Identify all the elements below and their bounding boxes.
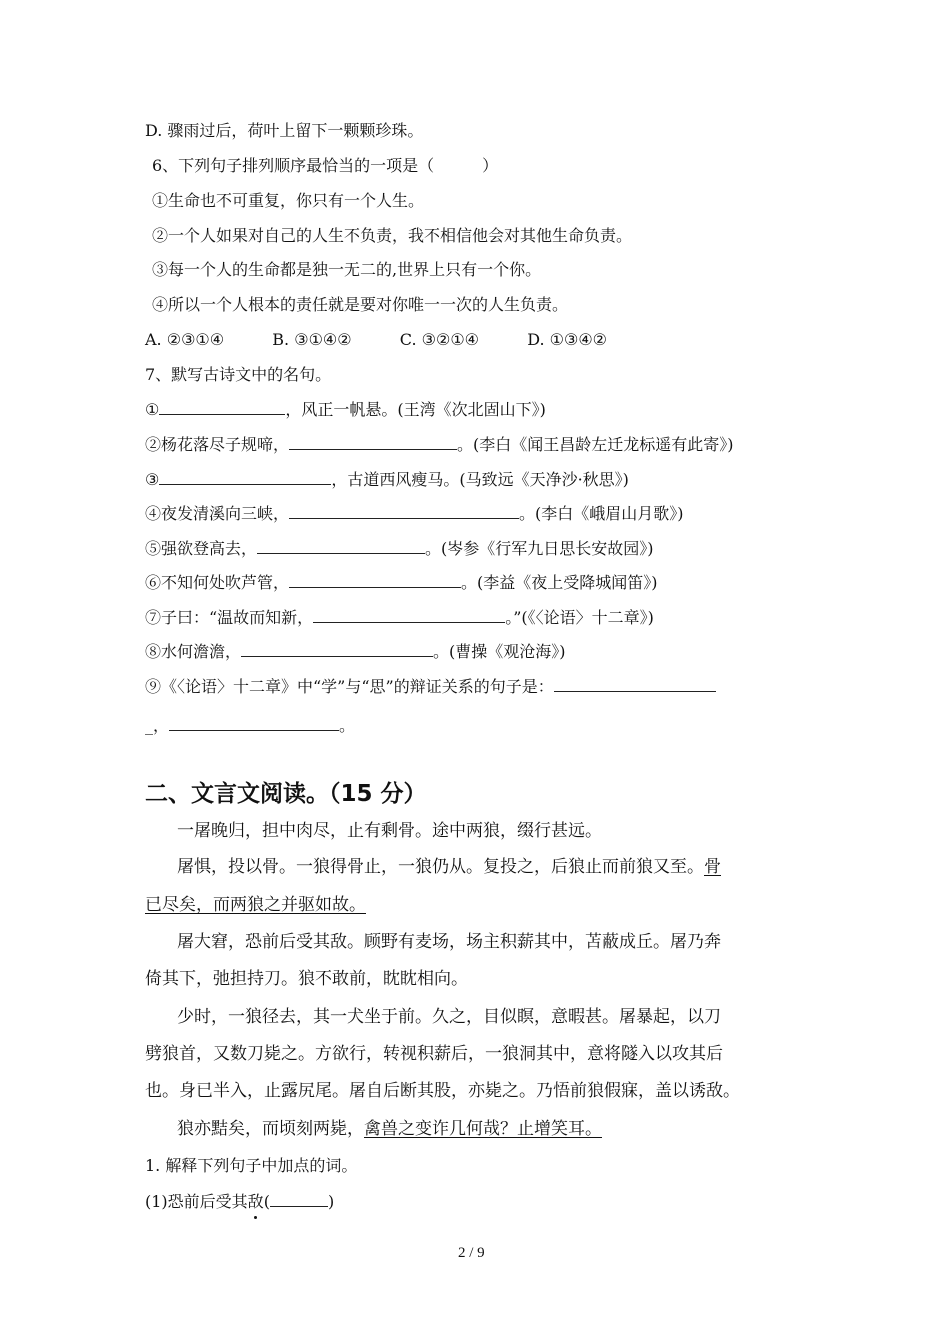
underlined-sentence: 禽兽之变诈几何哉？止增笑耳。 (364, 1119, 602, 1139)
answer-blank[interactable] (257, 537, 425, 554)
q6-options (145, 329, 607, 351)
answer-blank[interactable] (289, 571, 461, 588)
page-number: 2 / 9 (458, 1245, 485, 1261)
section-heading: 二、文言文阅读。（15 分） (145, 781, 427, 807)
q7-line-2: ②杨花落尽子规啼， 。(李白《闻王昌龄左迁龙标遥有此寄》) (145, 435, 734, 454)
answer-blank[interactable] (159, 468, 331, 485)
passage-paragraph-cont: 劈狼首，又数刀毙之。方欲行，转视积薪后，一狼洞其中，意将隧入以攻其后 (145, 1044, 723, 1064)
q7-line-3: ③ ，古道西风瘦马。(马致远《天净沙·秋思》) (145, 470, 629, 489)
q6-item-1: ①生命也不可重复，你只有一个人生。 (152, 191, 425, 210)
passage-paragraph: 屠大窘，恐前后受其敌。顾野有麦场，场主积薪其中，苫蔽成丘。屠乃奔 (177, 932, 721, 952)
q7-line-6: ⑥不知何处吹芦管， 。(李益《夜上受降城闻笛》) (145, 573, 658, 592)
passage-paragraph: 狼亦黠矣，而顷刻两毙，禽兽之变诈几何哉？止增笑耳。 (177, 1119, 602, 1139)
q6-option-a: A. ②③①④ (145, 330, 225, 349)
passage-paragraph-cont: 也。身已半入，止露尻尾。屠自后断其股，亦毙之。乃悟前狼假寐，盖以诱敌。 (145, 1081, 740, 1101)
underlined-sentence: 骨 (704, 857, 721, 877)
passage-paragraph: 一屠晚归，担中肉尽，止有剩骨。途中两狼，缀行甚远。 (177, 821, 602, 841)
passage-paragraph-cont: 倚其下，弛担持刀。狼不敢前，眈眈相向。 (145, 969, 468, 989)
q6-option-b: B. ③①④② (272, 330, 352, 349)
sub-question-1: (1)恐前后受其敌( ) (145, 1192, 335, 1211)
passage-paragraph-cont (145, 894, 366, 916)
q6-item-4: ④所以一个人根本的责任就是要对你唯一一次的人生负责。 (152, 295, 569, 314)
q6-item-2: ②一个人如果对自己的人生不负责，我不相信他会对其他生命负责。 (152, 226, 633, 245)
answer-blank[interactable] (313, 606, 505, 623)
answer-blank[interactable] (270, 1190, 328, 1207)
answer-blank[interactable] (159, 398, 285, 415)
q6-option-d: D. ①③④② (527, 330, 608, 349)
q5-option-d: D. 骤雨过后，荷叶上留下一颗颗珍珠。 (145, 121, 424, 140)
q7-stem: 7、默写古诗文中的名句。 (145, 365, 332, 384)
answer-blank[interactable] (169, 714, 339, 731)
q7-line-1: ① ，风正一帆悬。(王湾《次北固山下》) (145, 400, 546, 419)
q7-line-10: _， 。 (145, 716, 356, 735)
q6-option-c: C. ③②①④ (399, 330, 480, 349)
answer-blank[interactable] (289, 433, 457, 450)
answer-blank[interactable] (289, 502, 519, 519)
q7-line-8: ⑧水何澹澹， 。(曹操《观沧海》) (145, 642, 566, 661)
q6-item-3: ③每一个人的生命都是独一无二的,世界上只有一个你。 (152, 260, 542, 279)
q7-line-9: ⑨《〈论语〉十二章》中“学”与“思”的辩证关系的句子是： (145, 675, 716, 698)
underlined-sentence: 已尽矣，而两狼之并驱如故。 (145, 895, 366, 915)
answer-blank[interactable] (241, 640, 433, 657)
q7-line-5: ⑤强欲登高去， 。(岑参《行军九日思长安故园》) (145, 539, 654, 558)
q7-line-4: ④夜发清溪向三峡， 。(李白《峨眉山月歌》) (145, 504, 684, 523)
q7-line-7: ⑦子曰：“温故而知新， 。”(《〈论语〉十二章》) (145, 608, 654, 627)
answer-blank[interactable] (554, 675, 716, 692)
sub-question: 1. 解释下列句子中加点的词。 (145, 1156, 358, 1175)
dotted-word: 敌 (247, 1192, 264, 1211)
passage-paragraph: 屠惧，投以骨。一狼得骨止，一狼仍从。复投之，后狼止而前狼又至。骨 (177, 857, 721, 877)
passage-paragraph: 少时，一狼径去，其一犬坐于前。久之，目似瞑，意暇甚。屠暴起，以刀 (177, 1007, 721, 1027)
q6-stem: 6、下列句子排列顺序最恰当的一项是（ ） (152, 156, 499, 175)
